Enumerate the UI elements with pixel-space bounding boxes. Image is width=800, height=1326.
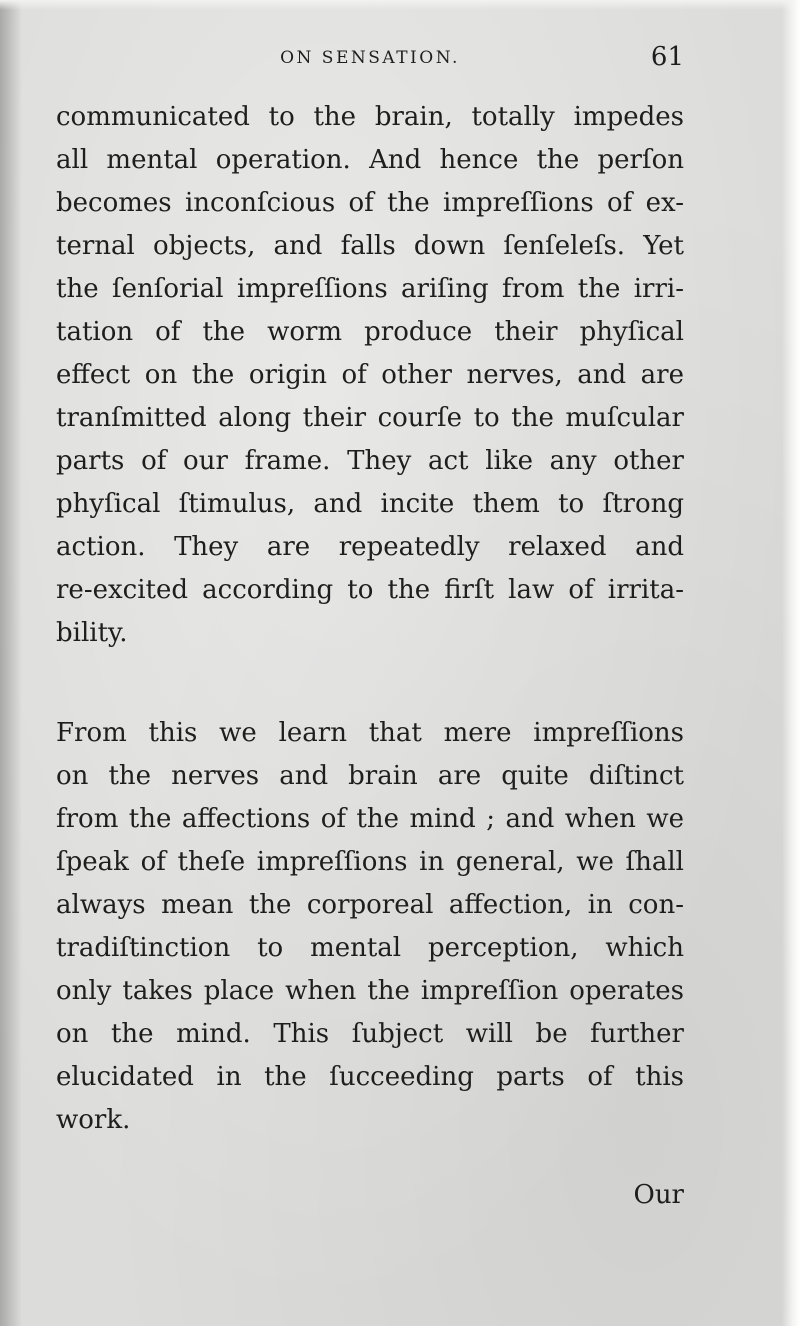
text-line: becomes inconſcious of the impreſſions of ex- — [56, 188, 684, 218]
page-number: 61 — [650, 42, 684, 72]
text-line: on the nerves and brain are quite diſtinct — [56, 761, 684, 791]
text-line: the ſenſorial impreſſions ariſing from the irri- — [56, 274, 684, 304]
text-line: bility. — [56, 618, 128, 648]
text-line: From this we learn that mere impreſſions — [56, 718, 684, 748]
text-line: ſpeak of theſe impreſſions in general, we ſhall — [56, 847, 684, 877]
text-line: all mental operation. And hence the perſon — [56, 145, 684, 175]
page-edge — [782, 0, 800, 1326]
text-line: effect on the origin of other nerves, and are — [56, 360, 684, 390]
text-line: tranſmitted along their courſe to the muſcular — [56, 403, 684, 433]
text-line: action. They are repeatedly relaxed and — [56, 532, 684, 562]
catchword: Our — [633, 1180, 684, 1210]
text-line: only takes place when the impreſſion operates — [56, 976, 684, 1006]
text-line: from the affections of the mind ; and when we — [56, 804, 684, 834]
gutter-shadow — [0, 0, 22, 1326]
paragraph-2 — [56, 712, 684, 1142]
text-line: parts of our frame. They act like any other — [56, 446, 684, 476]
text-line: ternal objects, and falls down ſenſeleſs. Yet — [56, 231, 684, 261]
running-title: ON SENSATION. — [280, 48, 460, 68]
text-line: tation of the worm produce their phyſical — [56, 317, 684, 347]
text-line: re-excited according to the firſt law of irrita- — [56, 575, 684, 605]
text-line: on the mind. This ſubject will be further — [56, 1019, 684, 1049]
text-line: always mean the corporeal affection, in con- — [56, 890, 684, 920]
text-line: work. — [56, 1105, 131, 1135]
text-line: tradiſtinction to mental perception, which — [56, 933, 684, 963]
top-edge — [0, 0, 800, 10]
page-header — [56, 44, 684, 78]
text-line: elucidated in the ſucceeding parts of this — [56, 1062, 684, 1092]
text-line: communicated to the brain, totally impedes — [56, 102, 684, 132]
text-line: phyſical ſtimulus, and incite them to ſtrong — [56, 489, 684, 519]
paragraph-1 — [56, 96, 684, 655]
